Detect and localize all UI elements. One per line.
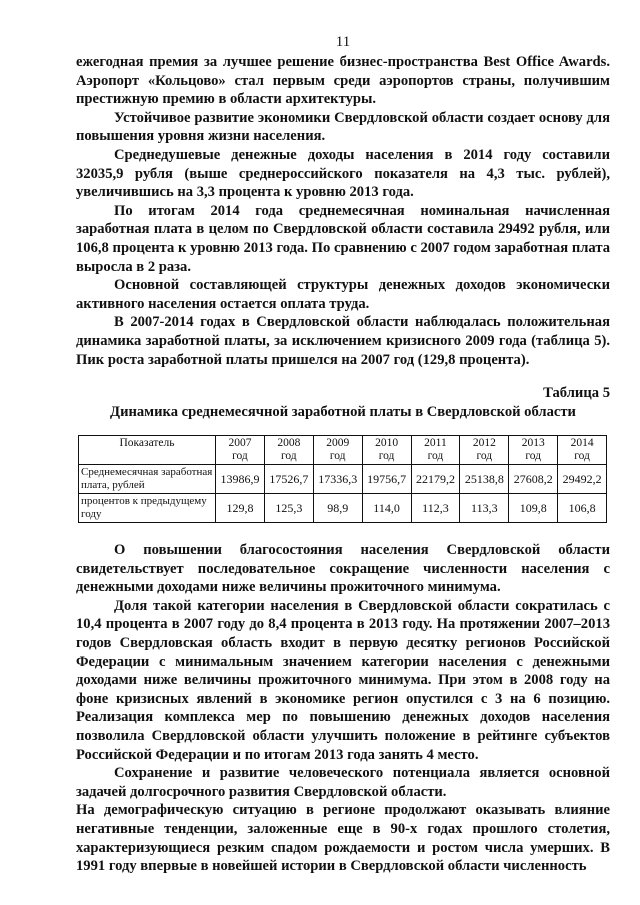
table-cell: 27608,2	[509, 465, 558, 494]
year-suffix: год	[378, 450, 395, 463]
table-title: Динамика среднемесячной заработной платы в Свердловской области	[110, 404, 576, 421]
table-row	[79, 494, 607, 523]
year-value: 2013	[521, 437, 545, 450]
paragraph: В 2007-2014 годах в Свердловской области наблюдалась положительная динамика заработной платы, за исключением кризисного 2009 года (таблица 5). Пик роста заработной платы пришелся на 2007 год (129,8 процента).	[76, 314, 610, 368]
body-text-top	[76, 53, 610, 369]
year-suffix: год	[232, 450, 248, 463]
table-header-row	[79, 436, 607, 465]
table-cell: 114,0	[362, 494, 411, 523]
header-year	[264, 436, 313, 465]
header-year	[411, 436, 460, 465]
year-value: 2009	[326, 437, 350, 450]
year-suffix: год	[574, 450, 590, 463]
table-cell: 125,3	[264, 494, 313, 523]
paragraph: ежегодная премия за лучшее решение бизнес-пространства Best Office Awards. Аэропорт «Кольцово» стал первым среди аэропортов страны, получившим престижную премию в области архитектуры.	[76, 54, 610, 108]
paragraph: Основной составляющей структуры денежных доходов экономически активного населения остается оплата труда.	[76, 277, 610, 312]
paragraph: Доля такой категории населения в Свердловской области сократилась с 10,4 процента в 2007 году до 8,4 процента в 2013 году. На протяжении 2007–2013 годов Свердловская область входит в первую десятку регионов Российской Федерации с минимальным значением категории населения с денежными доходами ниже величины прожиточного минимума. При этом в 2008 году на фоне кризисных явлений в экономике регион опустился с 3 на 6 позицию. Реализация комплекса мер по повышению денежных доходов населения позволила Свердловской области улучшить положение в рейтинге субъектов Российской Федерации и по итогам 2013 года занять 4 место.	[76, 597, 610, 763]
table-cell: 98,9	[313, 494, 362, 523]
page-number: 11	[335, 34, 351, 50]
year-suffix: год	[280, 450, 297, 463]
year-value: 2008	[277, 437, 301, 450]
year-value: 2010	[375, 437, 399, 450]
paragraph: О повышении благосостояния населения Свердловской области свидетельствует последовательное сокращение численности населения с денежными доходами ниже величины прожиточного минимума.	[76, 542, 610, 596]
paragraph: Сохранение и развитие человеческого потенциала является основной задачей долгосрочного развития Свердловской области.	[76, 765, 610, 800]
table-cell: 17526,7	[264, 465, 313, 494]
paragraph: По итогам 2014 года среднемесячная номинальная начисленная заработная плата в целом по Свердловской области составила 29492 рубля, или 106,8 процента к уровню 2013 года. По сравнению с 2007 годом заработная плата выросла в 2 раза.	[76, 202, 610, 275]
header-year	[558, 436, 607, 465]
table-cell: 109,8	[509, 494, 558, 523]
header-year	[362, 436, 411, 465]
table-cell: 129,8	[216, 494, 265, 523]
year-value: 2012	[472, 437, 496, 450]
table-cell: 19756,7	[362, 465, 411, 494]
table-cell: 112,3	[411, 494, 460, 523]
year-value: 2011	[424, 437, 447, 450]
year-suffix: год	[525, 450, 542, 463]
table-caption: Таблица 5	[543, 385, 610, 402]
row-label: Среднемесячная заработная плата, рублей	[79, 465, 216, 494]
table-cell: 17336,3	[313, 465, 362, 494]
header-year	[460, 436, 509, 465]
table-cell: 106,8	[558, 494, 607, 523]
year-suffix: год	[329, 450, 346, 463]
year-suffix: год	[427, 450, 444, 463]
table-cell: 113,3	[460, 494, 509, 523]
year-suffix: год	[476, 450, 493, 463]
table-cell: 22179,2	[411, 465, 460, 494]
table-row	[79, 465, 607, 494]
header-indicator: Показатель	[79, 436, 216, 465]
document-page	[76, 34, 610, 876]
table-body	[79, 465, 607, 523]
header-year	[313, 436, 362, 465]
header-year	[216, 436, 265, 465]
header-year	[509, 436, 558, 465]
salary-table	[78, 435, 607, 523]
table-cell: 13986,9	[216, 465, 265, 494]
body-text-bottom	[76, 541, 610, 876]
table-cell: 29492,2	[558, 465, 607, 494]
row-label: процентов к предыдущему году	[79, 494, 216, 523]
paragraph: Устойчивое развитие экономики Свердловской области создает основу для повышения уровня жизни населения.	[76, 109, 610, 145]
year-value: 2014	[570, 437, 594, 450]
year-value: 2007	[228, 437, 252, 450]
paragraph: На демографическую ситуацию в регионе продолжают оказывать влияние негативные тенденции, заложенные еще в 90-х годах прошлого столетия, характеризующиеся резким спадом рождаемости и ростом числа умерших. В 1991 году впервые в новейшей истории в Свердловской области численность	[76, 802, 610, 875]
table-cell: 25138,8	[460, 465, 509, 494]
paragraph: Среднедушевые денежные доходы населения в 2014 году составили 32035,9 рубля (выше среднероссийского показателя на 4,3 тыс. рублей), увеличившись на 3,3 процента к уровню 2013 года.	[76, 146, 610, 201]
